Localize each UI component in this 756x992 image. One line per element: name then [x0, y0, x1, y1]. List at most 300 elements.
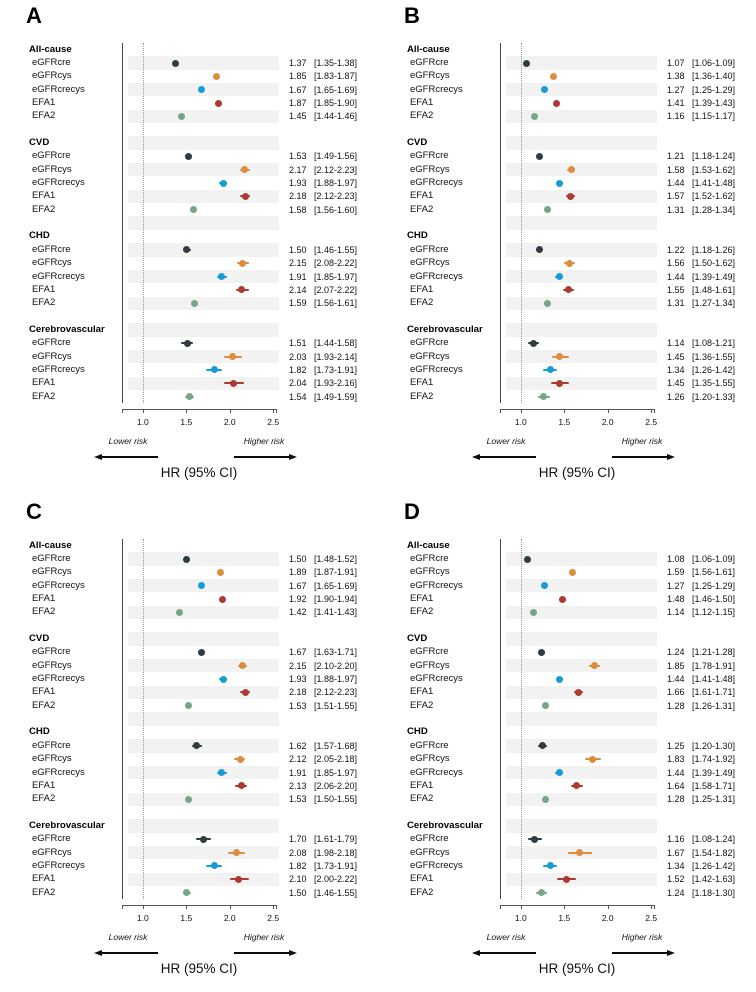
hr-estimate: 1.50	[289, 554, 307, 565]
hr-estimate: 1.82	[289, 860, 307, 871]
plot-area-cell	[122, 819, 281, 832]
plot-area-cell	[122, 377, 281, 390]
row-label: eGFRcys	[32, 566, 72, 578]
row-label: eGFRcrecys	[32, 859, 85, 871]
hr-point	[556, 273, 563, 280]
hr-ci-value	[659, 98, 735, 108]
row-label: eGFRcrecys	[32, 673, 85, 685]
ci-text: [2.12-2.23]	[314, 164, 358, 175]
hr-point	[542, 702, 549, 709]
forest-row	[378, 646, 756, 659]
hr-ci-value	[659, 378, 735, 388]
forest-row	[0, 203, 378, 216]
x-axis	[378, 403, 756, 496]
forest-row	[0, 243, 378, 256]
ci-text: [1.08-1.24]	[692, 834, 736, 845]
row-label: EFA1	[410, 779, 434, 791]
section-header: CHD	[407, 230, 428, 242]
hr-point	[183, 556, 190, 563]
forest-row	[0, 659, 378, 672]
ci-text: [1.88-1.97]	[314, 674, 358, 685]
ci-text: [2.12-2.23]	[314, 191, 358, 202]
plot-area-cell	[500, 726, 659, 739]
hr-estimate: 1.59	[667, 567, 685, 578]
hr-point	[211, 862, 218, 869]
hr-point	[172, 60, 179, 67]
hr-point	[550, 73, 557, 80]
hr-point	[235, 876, 242, 883]
spacer-row	[378, 123, 756, 136]
panel-C	[0, 496, 378, 992]
row-label: EFA1	[410, 377, 434, 389]
row-label: eGFRcys	[32, 350, 72, 362]
hr-point	[237, 756, 244, 763]
axis-tick	[521, 409, 522, 413]
hr-point	[576, 849, 583, 856]
row-label: eGFRcrecys	[410, 579, 463, 591]
row-label: eGFRcre	[32, 739, 71, 751]
hr-estimate: 1.07	[667, 58, 685, 69]
hr-estimate: 1.45	[667, 351, 685, 362]
plot-area-cell	[122, 552, 281, 565]
higher-risk-label: Higher risk	[621, 932, 663, 942]
hr-ci-value	[659, 781, 735, 791]
hr-point	[217, 569, 224, 576]
section-header: All-cause	[29, 539, 72, 551]
hr-estimate: 1.41	[667, 98, 685, 109]
hr-estimate: 2.14	[289, 284, 307, 295]
section-row	[0, 819, 378, 832]
hr-ci-value	[281, 581, 357, 591]
axis-tick	[143, 905, 144, 909]
ci-text: [1.52-1.62]	[692, 191, 736, 202]
hr-estimate: 1.67	[289, 580, 307, 591]
hr-ci-value	[659, 272, 735, 282]
axis-tick-label: 2.5	[645, 913, 658, 923]
ci-text: [1.06-1.09]	[692, 58, 736, 69]
y-axis-line	[500, 43, 501, 403]
higher-risk-arrow	[234, 952, 290, 954]
plot-area-cell	[122, 56, 281, 69]
spacer-row	[0, 712, 378, 725]
plot-area-cell	[500, 310, 659, 323]
forest-row	[0, 337, 378, 350]
ci-text: [1.49-1.59]	[314, 391, 358, 402]
hr-point	[524, 556, 531, 563]
lower-risk-arrow	[101, 952, 158, 954]
row-label: EFA2	[410, 606, 434, 618]
forest-row	[0, 283, 378, 296]
hr-ci-value	[659, 258, 735, 268]
plot-area-cell	[500, 123, 659, 136]
hr-point	[569, 569, 576, 576]
ci-text: [1.56-1.61]	[314, 298, 358, 309]
hr-point	[190, 206, 197, 213]
plot-area-cell	[500, 377, 659, 390]
forest-row	[0, 176, 378, 189]
row-label: EFA1	[32, 593, 56, 605]
row-label: EFA1	[32, 283, 56, 295]
hr-ci-value	[659, 581, 735, 591]
hr-point	[193, 742, 200, 749]
section-row	[0, 539, 378, 552]
hr-point	[541, 86, 548, 93]
hr-estimate: 1.25	[667, 740, 685, 751]
ci-text: [1.78-1.91]	[692, 660, 736, 671]
section-header: All-cause	[407, 43, 450, 55]
hr-estimate: 1.89	[289, 567, 307, 578]
hr-estimate: 1.85	[667, 660, 685, 671]
hr-point	[198, 582, 205, 589]
ci-text: [1.74-1.92]	[692, 754, 736, 765]
hr-estimate: 1.44	[667, 271, 685, 282]
hr-point	[220, 676, 227, 683]
plot-area-cell	[122, 257, 281, 270]
axis-tick-label: 1.5	[180, 913, 193, 923]
hr-estimate: 1.62	[289, 740, 307, 751]
hr-point	[200, 836, 207, 843]
section-row	[0, 230, 378, 243]
hr-estimate: 2.04	[289, 378, 307, 389]
hr-ci-value	[281, 245, 357, 255]
forest-row	[378, 150, 756, 163]
row-label: EFA2	[410, 886, 434, 898]
hr-estimate: 1.45	[667, 378, 685, 389]
y-axis-line	[122, 539, 123, 899]
hr-estimate: 1.50	[289, 887, 307, 898]
ci-text: [1.46-1.55]	[314, 244, 358, 255]
hr-estimate: 1.91	[289, 271, 307, 282]
hr-estimate: 1.64	[667, 780, 685, 791]
hr-ci-value	[659, 111, 735, 121]
axis-tick-label: 1.0	[136, 913, 149, 923]
hr-estimate: 1.27	[667, 580, 685, 591]
hr-point	[242, 193, 249, 200]
row-label: eGFRcys	[32, 753, 72, 765]
forest-row	[0, 257, 378, 270]
row-label: EFA1	[410, 283, 434, 295]
forest-row	[0, 739, 378, 752]
hr-estimate: 1.34	[667, 860, 685, 871]
forest-row	[378, 377, 756, 390]
lower-risk-label: Lower risk	[108, 436, 148, 446]
forest-row	[378, 672, 756, 685]
hr-estimate: 1.56	[667, 258, 685, 269]
hr-ci-value	[659, 58, 735, 68]
hr-ci-value	[281, 298, 357, 308]
x-axis-title: HR (95% CI)	[160, 961, 238, 976]
axis-tick	[186, 409, 187, 413]
plot-area-cell	[122, 753, 281, 766]
row-label: EFA2	[410, 699, 434, 711]
forest-row	[378, 163, 756, 176]
hr-point	[575, 689, 582, 696]
y-axis-line	[500, 539, 501, 899]
forest-row	[0, 873, 378, 886]
hr-point	[233, 849, 240, 856]
row-label: eGFRcre	[410, 833, 449, 845]
row-label: EFA2	[32, 793, 56, 805]
forest-row	[0, 592, 378, 605]
spacer-row	[378, 310, 756, 323]
row-label: eGFRcrecys	[32, 766, 85, 778]
ci-text: [2.00-2.22]	[314, 874, 358, 885]
row-label: eGFRcre	[410, 739, 449, 751]
forest-row	[378, 859, 756, 872]
plot-area-cell	[122, 793, 281, 806]
forest-row	[0, 350, 378, 363]
section-header: CVD	[29, 137, 50, 149]
hr-ci-value	[659, 298, 735, 308]
hr-estimate: 1.70	[289, 834, 307, 845]
higher-risk-label: Higher risk	[621, 436, 663, 446]
row-label: eGFRcre	[32, 150, 71, 162]
row-label: eGFRcys	[32, 659, 72, 671]
hr-estimate: 1.82	[289, 364, 307, 375]
x-axis-title: HR (95% CI)	[160, 465, 238, 480]
forest-row	[0, 833, 378, 846]
plot-area-cell	[122, 686, 281, 699]
forest-row	[0, 163, 378, 176]
ci-text: [1.18-1.24]	[692, 151, 736, 162]
plot-area-cell	[122, 136, 281, 149]
hr-estimate: 1.51	[289, 338, 307, 349]
section-header: All-cause	[407, 539, 450, 551]
hr-point	[573, 782, 580, 789]
axis-tick-label: 1.5	[558, 913, 571, 923]
row-label: eGFRcrecys	[410, 177, 463, 189]
row-label: eGFRcrecys	[32, 579, 85, 591]
axis-tick	[564, 905, 565, 909]
ci-text: [1.39-1.49]	[692, 271, 736, 282]
hr-ci-value	[659, 151, 735, 161]
hr-point	[185, 153, 192, 160]
plot-area-cell	[500, 686, 659, 699]
hr-ci-value	[659, 848, 735, 858]
panel-A	[0, 0, 378, 496]
hr-ci-value	[659, 834, 735, 844]
hr-point	[238, 286, 245, 293]
lower-risk-arrow	[101, 456, 158, 458]
hr-estimate: 1.44	[667, 178, 685, 189]
ci-text: [1.46-1.50]	[692, 594, 736, 605]
forest-row	[378, 779, 756, 792]
plot-area-cell	[500, 766, 659, 779]
ci-text: [1.35-1.55]	[692, 378, 736, 389]
hr-estimate: 2.03	[289, 351, 307, 362]
plot-area-cell	[500, 70, 659, 83]
lower-risk-label: Lower risk	[486, 932, 526, 942]
ci-text: [1.18-1.26]	[692, 244, 736, 255]
ci-text: [1.20-1.30]	[692, 740, 736, 751]
hr-point	[540, 393, 547, 400]
row-label: eGFRcre	[32, 646, 71, 658]
section-row	[0, 136, 378, 149]
ci-text: [1.06-1.09]	[692, 554, 736, 565]
plot-area-cell	[500, 606, 659, 619]
plot-area-cell	[500, 110, 659, 123]
plot-area-cell	[122, 632, 281, 645]
row-label: eGFRcys	[410, 70, 450, 82]
hr-point	[566, 260, 573, 267]
forest-row	[378, 846, 756, 859]
section-row	[0, 43, 378, 56]
plot-area-cell	[500, 873, 659, 886]
ci-text: [1.41-1.43]	[314, 607, 358, 618]
hr-estimate: 1.24	[667, 647, 685, 658]
hr-point	[219, 596, 226, 603]
forest-row	[378, 873, 756, 886]
axis-tick-label: 2.5	[267, 417, 280, 427]
lower-risk-arrow	[479, 456, 536, 458]
forest-row	[378, 753, 756, 766]
forest-row	[0, 363, 378, 376]
axis-tick	[186, 905, 187, 909]
hr-point	[559, 596, 566, 603]
plot-area-cell	[122, 83, 281, 96]
row-label: eGFRcys	[410, 566, 450, 578]
hr-estimate: 2.18	[289, 191, 307, 202]
plot-area-cell	[500, 779, 659, 792]
plot-area-cell	[122, 243, 281, 256]
hr-ci-value	[659, 178, 735, 188]
hr-ci-value	[659, 71, 735, 81]
hr-ci-value	[281, 834, 357, 844]
hr-estimate: 1.83	[667, 754, 685, 765]
section-header: Cerebrovascular	[407, 323, 483, 335]
row-label: eGFRcys	[410, 257, 450, 269]
plot-area-cell	[122, 699, 281, 712]
section-row	[378, 819, 756, 832]
hr-ci-value	[659, 607, 735, 617]
hr-point	[185, 796, 192, 803]
plot-area-cell	[122, 96, 281, 109]
hr-ci-value	[659, 701, 735, 711]
plot-area-cell	[122, 726, 281, 739]
axis-tick-label: 2.0	[601, 417, 614, 427]
ci-text: [1.73-1.91]	[314, 364, 358, 375]
forest-row	[378, 110, 756, 123]
hr-ci-value	[281, 111, 357, 121]
hr-point	[539, 742, 546, 749]
row-label: eGFRcys	[410, 753, 450, 765]
higher-risk-label: Higher risk	[243, 932, 285, 942]
axis-tick	[122, 905, 123, 909]
hr-estimate: 1.53	[289, 151, 307, 162]
hr-point	[565, 286, 572, 293]
hr-point	[547, 366, 554, 373]
plot-area-cell	[122, 592, 281, 605]
axis-tick-label: 1.0	[514, 913, 527, 923]
forest-row	[0, 390, 378, 403]
ci-text: [1.49-1.56]	[314, 151, 358, 162]
spacer-row	[378, 619, 756, 632]
section-header: Cerebrovascular	[29, 323, 105, 335]
axis-tick	[230, 905, 231, 909]
reference-line-hr1	[521, 43, 522, 403]
plot-area-cell	[122, 606, 281, 619]
spacer-row	[0, 310, 378, 323]
hr-ci-value	[281, 272, 357, 282]
ci-text: [1.61-1.79]	[314, 834, 358, 845]
plot-area-cell	[500, 243, 659, 256]
row-label: EFA1	[410, 97, 434, 109]
panel-B	[378, 0, 756, 496]
y-axis-line	[122, 43, 123, 403]
plot-area-cell	[500, 270, 659, 283]
hr-ci-value	[281, 365, 357, 375]
hr-point	[239, 260, 246, 267]
ci-text: [1.51-1.55]	[314, 700, 358, 711]
forest-row	[378, 592, 756, 605]
forest-row	[378, 579, 756, 592]
row-label: eGFRcrecys	[410, 859, 463, 871]
hr-ci-value	[281, 888, 357, 898]
ci-text: [1.93-2.14]	[314, 351, 358, 362]
forest-row	[378, 363, 756, 376]
plot-area-cell	[122, 712, 281, 725]
forest-row	[0, 377, 378, 390]
hr-ci-value	[281, 647, 357, 657]
forest-row	[0, 270, 378, 283]
reference-line-hr1	[521, 539, 522, 899]
forest-row	[0, 606, 378, 619]
plot-area-cell	[500, 363, 659, 376]
row-label: EFA1	[32, 97, 56, 109]
hr-point	[213, 73, 220, 80]
section-header: CHD	[407, 726, 428, 738]
plot-area-cell	[500, 846, 659, 859]
ci-text: [1.85-1.90]	[314, 98, 358, 109]
plot-area-cell	[122, 150, 281, 163]
hr-ci-value	[659, 861, 735, 871]
section-row	[378, 230, 756, 243]
x-axis-line	[500, 409, 655, 410]
plot-area-cell	[122, 806, 281, 819]
forest-row	[378, 56, 756, 69]
section-header: CHD	[29, 230, 50, 242]
section-header: Cerebrovascular	[407, 819, 483, 831]
hr-estimate: 1.22	[667, 244, 685, 255]
hr-point	[239, 662, 246, 669]
plot-area-cell	[500, 150, 659, 163]
hr-estimate: 1.66	[667, 687, 685, 698]
plot-area-cell	[500, 632, 659, 645]
ci-text: [1.50-1.55]	[314, 794, 358, 805]
lower-risk-label: Lower risk	[486, 436, 526, 446]
hr-point	[191, 300, 198, 307]
axis-tick	[564, 409, 565, 413]
ci-text: [1.87-1.91]	[314, 567, 358, 578]
plot-area-cell	[500, 203, 659, 216]
row-label: eGFRcre	[32, 833, 71, 845]
row-label: EFA2	[410, 203, 434, 215]
row-label: eGFRcrecys	[32, 363, 85, 375]
forest-row	[0, 552, 378, 565]
hr-estimate: 1.67	[667, 847, 685, 858]
row-label: eGFRcrecys	[410, 673, 463, 685]
row-label: eGFRcre	[32, 553, 71, 565]
ci-text: [1.12-1.15]	[692, 607, 736, 618]
hr-point	[553, 100, 560, 107]
hr-ci-value	[659, 554, 735, 564]
plot-area-cell	[500, 56, 659, 69]
plot-area-cell	[122, 859, 281, 872]
axis-tick	[654, 905, 655, 909]
row-label: EFA2	[410, 793, 434, 805]
hr-point	[198, 649, 205, 656]
row-label: eGFRcys	[32, 257, 72, 269]
